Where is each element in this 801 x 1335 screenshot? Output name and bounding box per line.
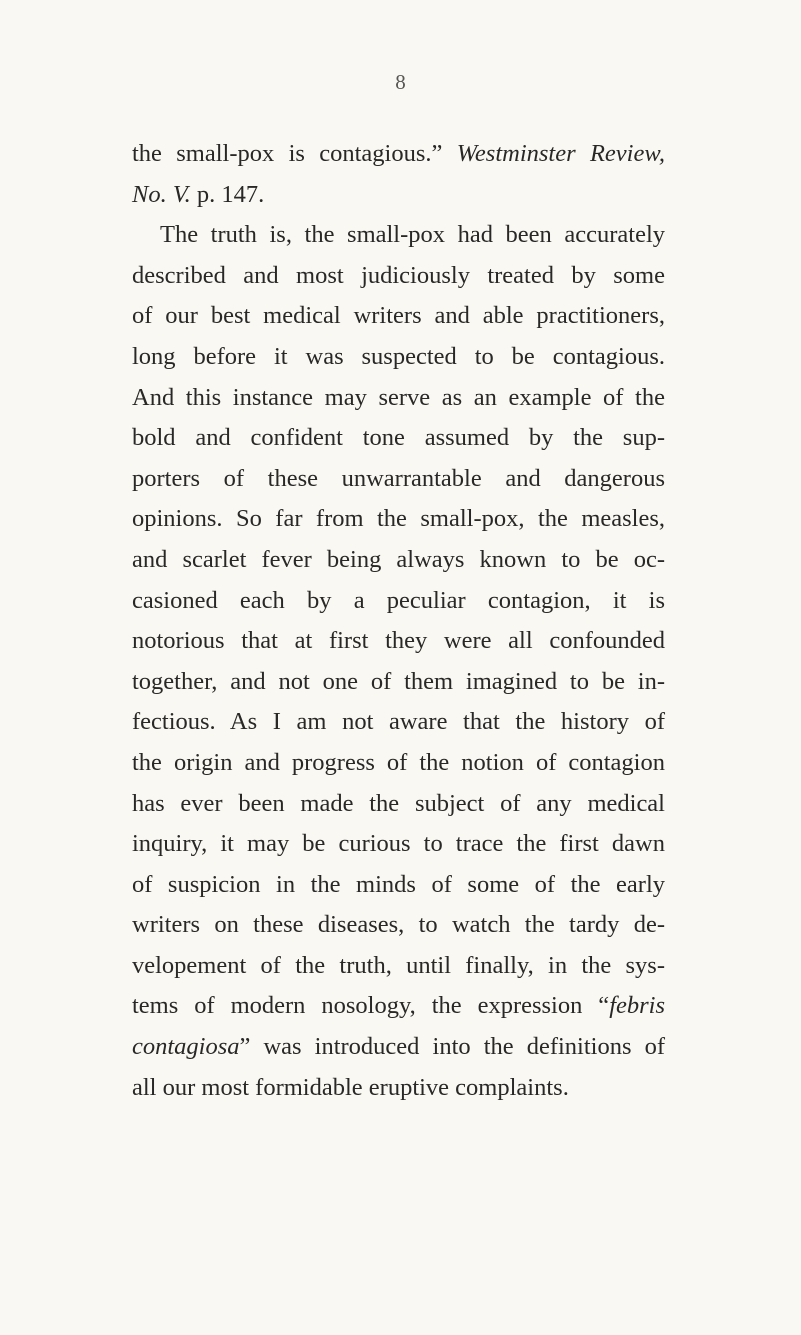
text-line: all our most formidable eruptive complaints. — [132, 1073, 569, 1101]
text-line: long before it was suspected to be contagious. — [132, 342, 665, 370]
text-line: together, and not one of them imagined to be in- — [132, 667, 665, 695]
citation-title: Westminster Review, — [456, 140, 665, 167]
text-line: of our best medical writers and able practitioners, — [132, 302, 665, 330]
text-line — [132, 1027, 665, 1068]
text-line: of suspicion in the minds of some of the early — [132, 870, 665, 898]
citation-page: p. 147. — [196, 180, 265, 208]
text-line: the origin and progress of the notion of contagion — [132, 748, 665, 776]
text-line: described and most judiciously treated by some — [132, 261, 665, 289]
page-number: 8 — [395, 70, 406, 94]
text-line: opinions. So far from the small-pox, the measles, — [132, 505, 665, 533]
body-text — [132, 134, 665, 1108]
text-line — [132, 134, 665, 175]
text-line: inquiry, it may be curious to trace the first dawn — [132, 830, 665, 858]
text-line: porters of these unwarrantable and dangerous — [132, 464, 665, 492]
quote-end: the small-pox is contagious.” — [132, 140, 443, 167]
text-segment: tems of modern nosology, the expression “ — [132, 992, 610, 1020]
text-line: The truth is, the small-pox had been accurately — [160, 221, 665, 249]
text-line: velopement of the truth, until finally, in the sys- — [132, 951, 665, 979]
text-segment: ” was introduced into the definitions of — [239, 1033, 665, 1061]
text-line: fectious. As I am not aware that the history of — [132, 708, 665, 736]
text-line: bold and confident tone assumed by the sup- — [132, 424, 665, 452]
text-line: and scarlet fever being always known to be oc- — [132, 545, 665, 573]
text-line — [132, 175, 665, 216]
text-line — [132, 986, 665, 1027]
text-line: casioned each by a peculiar contagion, it is — [132, 586, 665, 614]
latin-term: contagiosa — [132, 1033, 240, 1061]
text-line: writers on these diseases, to watch the tardy de- — [132, 911, 665, 939]
latin-term: febris — [609, 992, 665, 1020]
text-line: has ever been made the subject of any medical — [132, 789, 665, 817]
text-line: notorious that at first they were all confounded — [132, 627, 665, 655]
citation-number: No. V. — [132, 180, 191, 208]
text-line: And this instance may serve as an example of the — [132, 383, 665, 411]
